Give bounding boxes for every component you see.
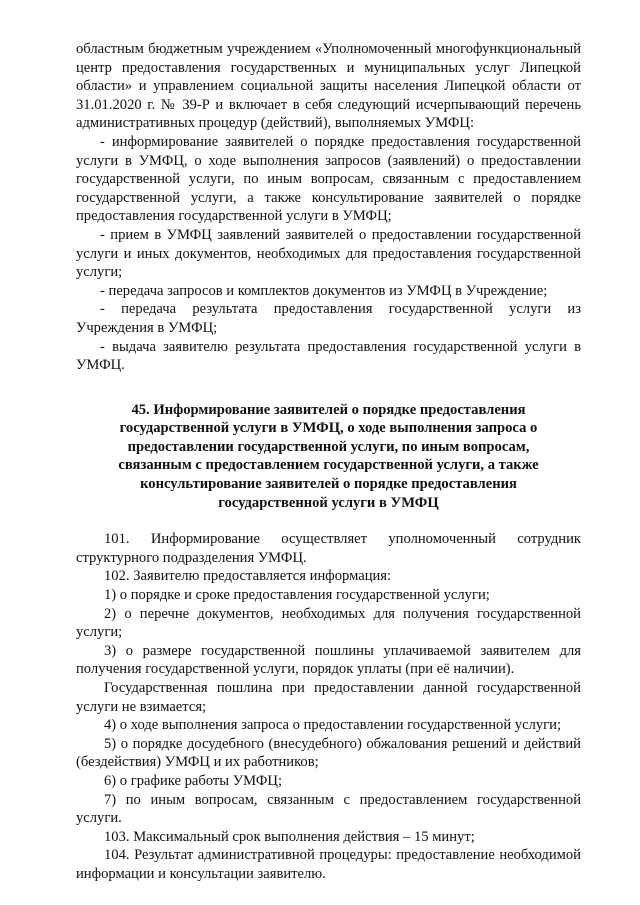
section-heading: 45. Информирование заявителей о порядке предоставления государственной услуги в УМФЦ, о ходе выполнения запроса о предоставлении государственной услуги, по иным вопросам, связанным с предоставлением государственной услуги, а также консультирование заявителей о порядке предоставления государственной услуги в УМФЦ	[118, 401, 539, 511]
section-paragraph: 3) о размере государственной пошлины уплачиваемой заявителем для получения государственной услуги, порядок уплаты (при её наличии).	[76, 642, 581, 678]
list-item: - передача запросов и комплектов документов из УМФЦ в Учреждение;	[100, 282, 548, 299]
list-item: - передача результата предоставления государственной услуги из Учреждения в УМФЦ;	[76, 301, 581, 336]
section-paragraph: 1) о порядке и сроке предоставления государственной услуги;	[104, 587, 490, 604]
document-page	[76, 40, 581, 884]
section-paragraph: 104. Результат административной процедуры: предоставление необходимой информации и консультации заявителю.	[76, 847, 581, 882]
intro-paragraph: областным бюджетным учреждением «Уполномоченный многофункциональный центр предоставления государственных и муниципальных услуг Липецкой области» и управлением социальной защиты населения Липецкой области от 31.01.2020 г. № 39-Р и включает в себя следующий исчерпывающий перечень административных процедур (действий), выполняемых УМФЦ:	[76, 41, 581, 132]
section-paragraph: 103. Максимальный срок выполнения действия – 15 минут;	[104, 828, 475, 845]
list-item: - прием в УМФЦ заявлений заявителей о предоставлении государственной услуги и иных документов, необходимых для предоставления государственной услуги;	[76, 226, 581, 281]
section-paragraph: 101. Информирование осуществляет уполномоченный сотрудник структурного подразделения УМФЦ.	[76, 531, 581, 566]
list-item: - информирование заявителей о порядке предоставления государственной услуги в УМФЦ, о ходе выполнения запросов (заявлений) о предоставлении государственной услуги, по иным вопросам, связанным с предоставлением государственной услуги, а также консультирование заявителей о порядке предоставления государственной услуги в УМФЦ;	[76, 133, 581, 225]
section-paragraph: 6) о графике работы УМФЦ;	[104, 772, 283, 789]
section-paragraph: 7) по иным вопросам, связанным с предоставлением государственной услуги.	[76, 791, 581, 827]
section-paragraph: 4) о ходе выполнения запроса о предоставлении государственной услуги;	[104, 717, 562, 734]
section-paragraph: 5) о порядке досудебного (внесудебного) обжалования решений и действий (бездействия) УМФЦ и их работников;	[76, 735, 581, 771]
section-paragraph: 102. Заявителю предоставляется информация:	[104, 568, 392, 585]
list-item: - выдача заявителю результата предоставления государственной услуги в УМФЦ.	[76, 338, 581, 374]
section-paragraph: Государственная пошлина при предоставлении данной государственной услуги не взимается;	[76, 680, 581, 715]
section-paragraph: 2) о перечне документов, необходимых для получения государственной услуги;	[76, 605, 581, 641]
